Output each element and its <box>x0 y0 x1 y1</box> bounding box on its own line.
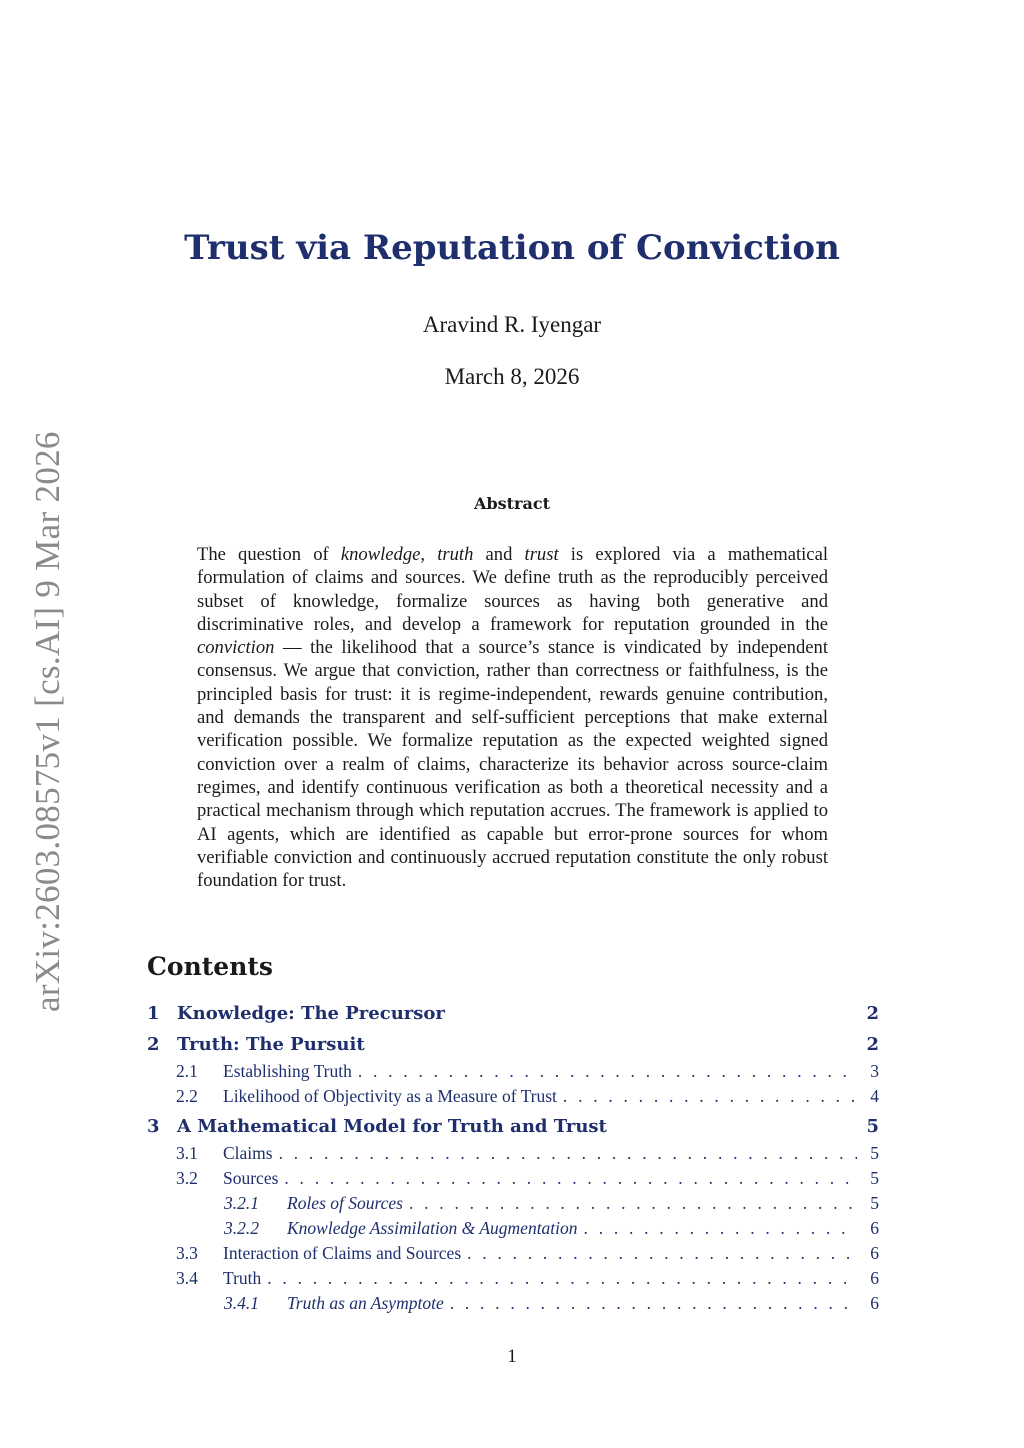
toc-dot-leader <box>279 1143 857 1164</box>
toc-entry-page: 6 <box>870 1243 879 1263</box>
toc-entry-title: Truth: The Pursuit <box>177 1034 365 1055</box>
abstract-term-truth: truth <box>437 544 474 565</box>
toc-entry-number: 3.2.1 <box>224 1193 259 1213</box>
toc-entry-title: Roles of Sources <box>287 1193 403 1213</box>
toc-entry-number: 3.2 <box>176 1168 198 1188</box>
abstract-term-conviction: conviction <box>197 637 275 659</box>
toc-entry-title: Establishing Truth <box>223 1061 352 1081</box>
toc-entry-page: 5 <box>870 1168 879 1188</box>
contents-heading: Contents <box>147 952 274 981</box>
toc-entry-title: Truth <box>223 1268 262 1288</box>
toc-entry-page: 2 <box>866 1003 879 1024</box>
toc-entry-page: 5 <box>866 1116 879 1137</box>
toc-entry-2-2[interactable] <box>147 1086 879 1112</box>
toc-dot-leader <box>284 1168 857 1189</box>
toc-entry-3-2[interactable] <box>147 1168 879 1194</box>
abstract-text: The question of <box>197 544 341 565</box>
abstract-text: is explored via a mathematical formulation of claims and sources. We define truth as the reproducibly perceived subset of knowledge, formalize sources as having both generative and discriminative roles, and develop a framework for reputation grounded in the <box>197 544 828 635</box>
toc-entry-number: 3.4.1 <box>224 1293 259 1313</box>
toc-entry-2[interactable] <box>147 1034 879 1060</box>
abstract-body <box>197 543 828 892</box>
toc-dot-leader <box>584 1218 857 1239</box>
toc-entry-3-2-2[interactable] <box>147 1218 879 1244</box>
toc-entry-3-1[interactable] <box>147 1143 879 1169</box>
abstract-text: , <box>420 544 438 565</box>
toc-entry-3[interactable] <box>147 1116 879 1142</box>
toc-entry-3-2-1[interactable] <box>147 1193 879 1219</box>
toc-entry-page: 3 <box>870 1061 879 1081</box>
toc-entry-page: 6 <box>870 1293 879 1313</box>
toc-entry-number: 3.3 <box>176 1243 198 1263</box>
toc-dot-leader <box>409 1193 857 1214</box>
toc-entry-title: Truth as an Asymptote <box>287 1293 444 1313</box>
page-number: 1 <box>507 1346 517 1367</box>
toc-entry-number: 3.4 <box>176 1268 198 1288</box>
toc-entry-title: Claims <box>223 1143 273 1163</box>
toc-entry-title: Interaction of Claims and Sources <box>223 1243 462 1263</box>
toc-entry-page: 5 <box>870 1143 879 1163</box>
toc-entry-3-3[interactable] <box>147 1243 879 1269</box>
paper-date: March 8, 2026 <box>444 364 580 389</box>
toc-entry-2-1[interactable] <box>147 1061 879 1087</box>
toc-entry-number: 3.1 <box>176 1143 198 1163</box>
toc-entry-1[interactable] <box>147 1003 879 1029</box>
toc-dot-leader <box>563 1086 857 1107</box>
toc-dot-leader <box>267 1268 857 1289</box>
toc-entry-number: 3 <box>147 1116 160 1137</box>
toc-entry-title: Likelihood of Objectivity as a Measure of Trust <box>223 1086 557 1106</box>
toc-entry-number: 1 <box>147 1003 160 1024</box>
toc-entry-number: 3.2.2 <box>224 1218 259 1238</box>
abstract-text: — the likelihood that a source’s stance is vindicated by independent consensus. We argue that conviction, rather than correctness or faithfulness, is the principled basis for trust: it is regime-independent, rewards genuine contribution, and demands the transparent and self-sufficient perceptions that make external verification possible. We formalize reputation as the expected weighted signed conviction over a realm of claims, characterize its behavior across source-claim regimes, and identify continuous verification as both a theoretical necessity and a practical mechanism through which reputation accrues. The framework is applied to AI agents, which are identified as capable but error-prone sources for whom verifiable conviction and continuously accrued reputation constitute the only robust foundation for trust. <box>197 637 828 892</box>
toc-entry-number: 2 <box>147 1034 160 1055</box>
toc-entry-number: 2.2 <box>176 1086 198 1106</box>
toc-entry-title: A Mathematical Model for Truth and Trust <box>177 1116 607 1137</box>
toc-entry-page: 6 <box>870 1268 879 1288</box>
toc-entry-page: 2 <box>866 1034 879 1055</box>
abstract-term-knowledge: knowledge <box>340 544 421 565</box>
toc-entry-title: Knowledge Assimilation & Augmentation <box>287 1218 578 1238</box>
toc-entry-3-4-1[interactable] <box>147 1293 879 1319</box>
arxiv-identifier-stamp: arXiv:2603.08575v1 [cs.AI] 9 Mar 2026 <box>28 431 67 1012</box>
toc-entry-page: 6 <box>870 1218 879 1238</box>
toc-entry-title: Sources <box>223 1168 279 1188</box>
toc-dot-leader <box>467 1243 857 1264</box>
abstract-text: and <box>473 544 525 565</box>
toc-entry-title: Knowledge: The Precursor <box>177 1003 445 1024</box>
toc-dot-leader <box>450 1293 857 1314</box>
toc-entry-3-4[interactable] <box>147 1268 879 1294</box>
toc-entry-page: 5 <box>870 1193 879 1213</box>
toc-dot-leader <box>358 1061 857 1082</box>
toc-entry-number: 2.1 <box>176 1061 198 1081</box>
abstract-term-trust: trust <box>524 544 559 565</box>
paper-title: Trust via Reputation of Conviction <box>184 228 840 268</box>
toc-entry-page: 4 <box>870 1086 879 1106</box>
paper-author: Aravind R. Iyengar <box>422 312 602 337</box>
abstract-heading: Abstract <box>474 494 550 513</box>
